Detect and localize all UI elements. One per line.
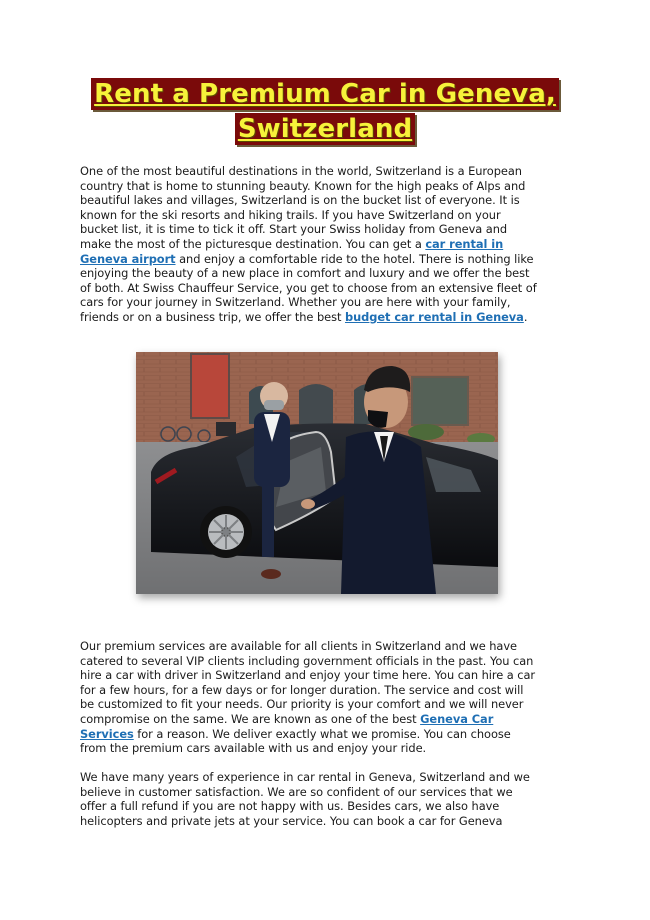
text-line: country that is home to stunning beauty. Known for the high peaks of Alps and <box>80 178 526 193</box>
text-line <box>80 252 580 267</box>
geneva-car-services-link-cont[interactable]: Services <box>80 726 134 741</box>
car-rental-geneva-airport-link-cont[interactable]: Geneva airport <box>80 251 176 266</box>
text-line: Our premium services are available for all clients in Switzerland and we have <box>80 639 518 653</box>
text-line: bucket list, it is time to tick it off. Start your Swiss holiday from Geneva and <box>80 222 508 237</box>
text-segment: compromise on the same. We are known as one of the best <box>80 711 421 726</box>
text-line: One of the most beautiful destinations in the world, Switzerland is a European <box>80 164 522 178</box>
services-paragraph <box>80 639 580 756</box>
experience-paragraph <box>80 770 580 828</box>
text-line <box>80 310 580 325</box>
text-line: believe in customer satisfaction. We are so confident of our services that we <box>80 784 513 799</box>
chauffeur-car-photo <box>136 352 498 594</box>
text-line: helicopters and private jets at your service. You can book a car for Geneva <box>80 813 503 828</box>
text-line <box>80 712 580 727</box>
text-line: beautiful lakes and villages, Switzerland is on the bucket list of everyone. It is <box>80 193 520 208</box>
geneva-car-services-link[interactable]: Geneva Car <box>420 711 494 726</box>
text-segment: for a reason. We deliver exactly what we promise. You can choose <box>133 726 511 741</box>
text-line: known for the ski resorts and hiking trails. If you have Switzerland on your <box>80 207 501 222</box>
text-line: We have many years of experience in car rental in Geneva, Switzerland and we <box>80 770 530 784</box>
text-line: for a few hours, for a few days or for longer duration. The service and cost will <box>80 682 524 697</box>
text-line <box>80 237 580 252</box>
text-line: offer a full refund if you are not happy with us. Besides cars, we also have <box>80 799 500 814</box>
text-line: from the premium cars available with us and enjoy your ride. <box>80 741 427 756</box>
text-segment: make the most of the picturesque destination. You can get a <box>80 236 426 251</box>
text-line: cars for your journey in Switzerland. Whether you are here with your family, <box>80 295 511 310</box>
budget-car-rental-geneva-link[interactable]: budget car rental in Geneva <box>344 309 524 324</box>
text-line: be customized to fit your needs. Our priority is your comfort and we will never <box>80 697 524 712</box>
title-line-2: Switzerland <box>235 113 415 145</box>
car-rental-geneva-airport-link[interactable]: car rental in <box>425 236 504 251</box>
text-line <box>80 727 580 742</box>
photo-illustration <box>136 352 498 594</box>
text-segment: friends or on a business trip, we offer the best <box>80 309 345 324</box>
text-line: of both. At Swiss Chauffeur Service, you get to choose from an extensive fleet of <box>80 280 537 295</box>
text-line: hire a car with driver in Switzerland and enjoy your time here. You can hire a car <box>80 668 536 683</box>
text-line: enjoying the beauty of a new place in comfort and luxury and we offer the best <box>80 266 530 281</box>
text-segment: . <box>523 309 528 324</box>
text-segment: and enjoy a comfortable ride to the hotel. There is nothing like <box>175 251 534 266</box>
text-line: catered to several VIP clients including government officials in the past. You can <box>80 653 534 668</box>
intro-paragraph <box>80 164 580 325</box>
title-line-1: Rent a Premium Car in Geneva, <box>91 78 559 110</box>
page-title <box>0 78 650 145</box>
